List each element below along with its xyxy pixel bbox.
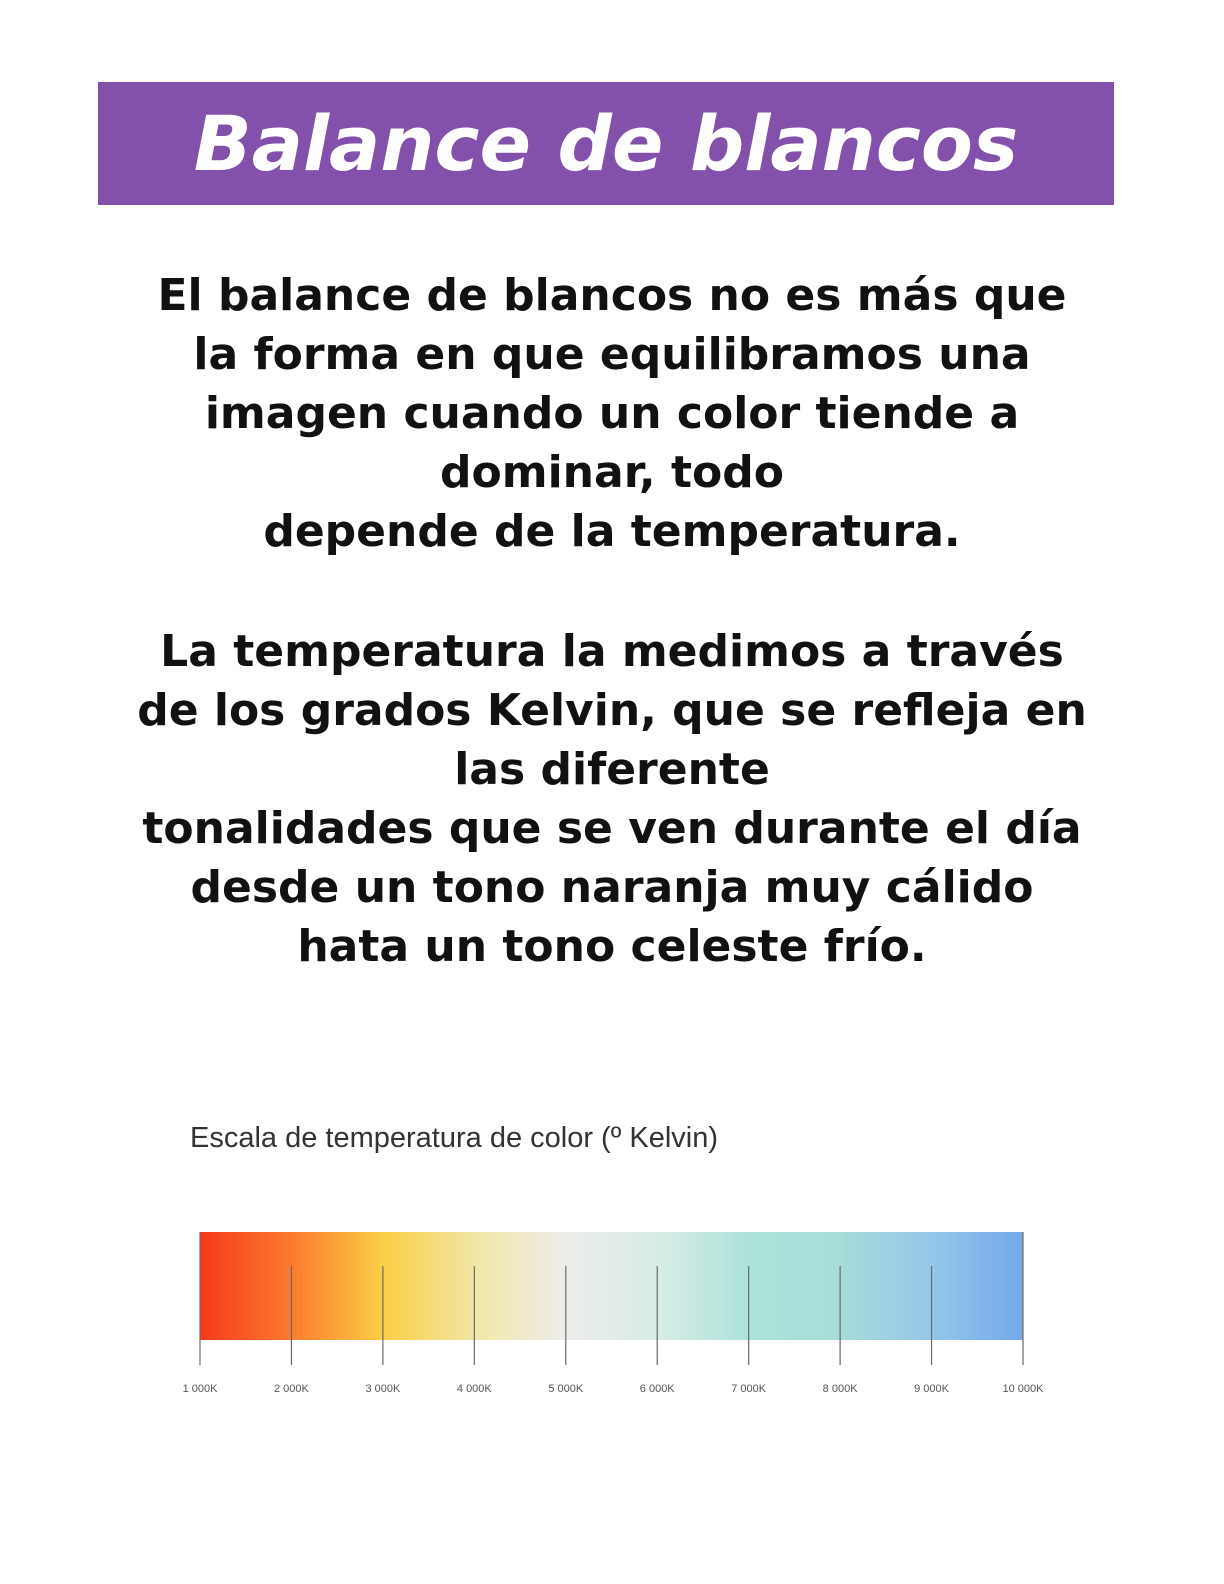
paragraph-line: imagen cuando un color tiende a: [204, 388, 1020, 439]
paragraph-line: El balance de blancos no es más que: [157, 270, 1067, 321]
paragraph-line: hata un tono celeste frío.: [297, 921, 927, 972]
kelvin-gradient-bar: [200, 1232, 1023, 1340]
paragraph-line: tonalidades que se ven durante el día: [142, 803, 1082, 854]
paragraph-line: de los grados Kelvin, que se refleja en: [137, 685, 1087, 736]
scale-tick-label: 3 000K: [365, 1383, 401, 1395]
scale-tick-label: 5 000K: [548, 1383, 584, 1395]
scale-tick-label: 4 000K: [456, 1383, 492, 1395]
paragraph-line: dominar, todo: [440, 447, 784, 498]
paragraph-line: la forma en que equilibramos una: [193, 329, 1031, 380]
scale-tick-label: 2 000K: [274, 1383, 309, 1395]
scale-tick-label: 7 000K: [731, 1383, 767, 1395]
scale-tick-label: 9 000K: [914, 1383, 949, 1395]
scale-tick-label: 8 000K: [822, 1383, 858, 1395]
paragraph-line: depende de la temperatura.: [263, 506, 961, 557]
paragraph-line: las diferente: [454, 744, 770, 795]
paragraph-white-balance: [100, 266, 1124, 561]
paragraph-line: desde un tono naranja muy cálido: [190, 862, 1034, 913]
paragraph-temperature: [100, 622, 1124, 976]
paragraph-line: La temperatura la medimos a través: [160, 626, 1064, 677]
kelvin-scale-svg: [160, 1220, 1060, 1410]
scale-tick-label: 6 000K: [639, 1383, 675, 1395]
page-title: Balance de blancos: [193, 99, 1019, 188]
scale-tick-label: 1 000K: [182, 1383, 218, 1395]
scale-title: Escala de temperatura de color (º Kelvin): [190, 1122, 719, 1154]
kelvin-scale-chart: [160, 1220, 1060, 1410]
title-banner: [98, 82, 1114, 205]
scale-tick-label: 10 000K: [1002, 1383, 1044, 1395]
